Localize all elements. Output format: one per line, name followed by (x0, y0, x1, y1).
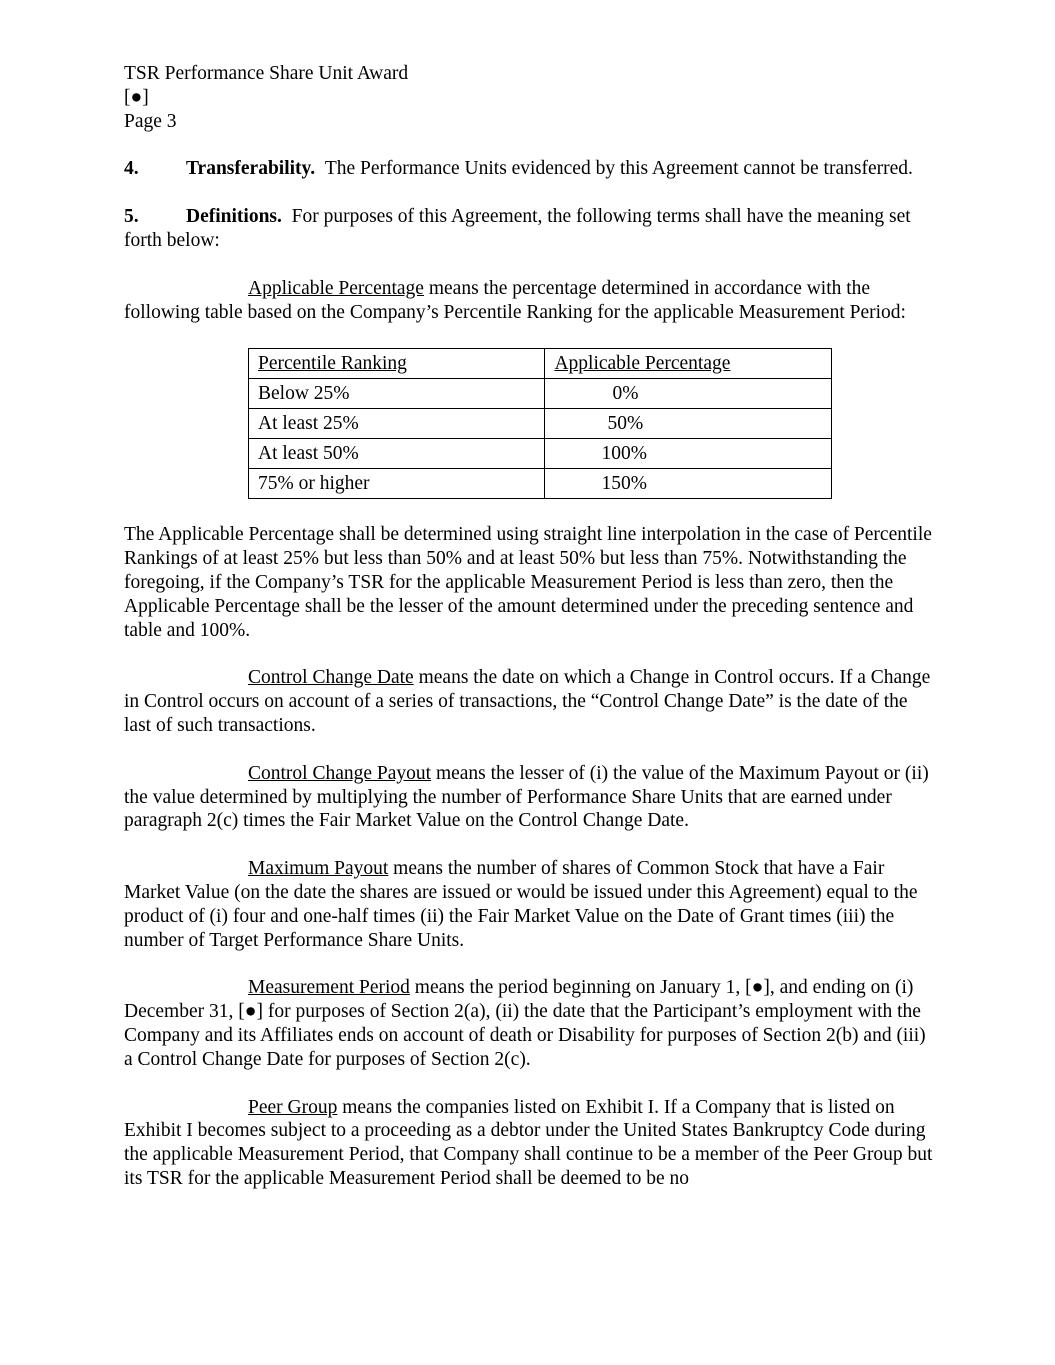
document-page (124, 62, 936, 1191)
applicable-percentage-table (248, 348, 832, 499)
definition-control-change-payout-text: means the lesser of (i) the value of the Maximum Payout or (ii) the value determined by multiplying the number of Performance Share Units that are earned under paragraph 2(c) times the Fair Market Value on the Control Change Date. (124, 762, 929, 832)
header-page-number: Page 3 (124, 110, 177, 132)
header-date-placeholder: [●] (124, 86, 149, 108)
definition-control-change-date (124, 666, 936, 737)
definition-maximum-payout-text: means the number of shares of Common Stock that have a Fair Market Value (on the date the shares are issued or would be issued under this Agreement) equal to the product of (i) four and one-half times (ii) the Fair Market Value on the Date of Grant times (iii) the number of Target Performance Share Units. (124, 858, 918, 951)
definition-maximum-payout (124, 857, 936, 952)
term-peer-group: Peer Group (248, 1096, 338, 1118)
interpolation-paragraph: The Applicable Percentage shall be determined using straight line interpolation in the case of Percentile Rankings of at least 25% but less than 50% and at least 50% but less than 75%. Notwithstanding the foregoing, if the Company’s TSR for the applicable Measurement Period is less than zero, then the Applicable Percentage shall be the lesser of the amount determined under the preceding sentence and table and 100%. (124, 524, 932, 641)
table-row (249, 469, 832, 499)
term-control-change-date: Control Change Date (248, 667, 414, 689)
table-row (249, 409, 832, 439)
definition-applicable-percentage-text: means the percentage determined in accordance with the following table based on the Company’s Percentile Ranking for the applicable Measurement Period: (124, 277, 906, 323)
section-5-definitions (124, 205, 936, 253)
section-5-text: For purposes of this Agreement, the following terms shall have the meaning set forth below: (124, 206, 911, 251)
table-cell-percentage: 0% (545, 379, 832, 409)
definition-applicable-percentage (124, 277, 936, 325)
table-header-cell: Percentile Ranking (249, 349, 545, 379)
table-header-row (249, 349, 832, 379)
table-header-cell: Applicable Percentage (545, 349, 832, 379)
table-cell-ranking: At least 25% (249, 409, 545, 439)
section-4-text: The Performance Units evidenced by this Agreement cannot be transferred. (324, 158, 913, 180)
term-control-change-payout: Control Change Payout (248, 762, 432, 784)
term-measurement-period: Measurement Period (248, 977, 410, 999)
table-cell-percentage: 150% (545, 469, 832, 499)
section-5-heading: Definitions. (186, 206, 282, 228)
section-5-number: 5. (124, 206, 139, 228)
table-cell-percentage: 100% (545, 439, 832, 469)
table-row (249, 379, 832, 409)
table-row (249, 439, 832, 469)
section-4-heading: Transferability. (186, 158, 316, 180)
definition-peer-group (124, 1096, 936, 1191)
definition-measurement-period-text: means the period beginning on January 1, [●], and ending on (i) December 31, [●] for purposes of Section 2(a), (ii) the date that the Participant’s employment with the Company and its Affiliates ends on account of death or Disability for purposes of Section 2(b) and (iii) a Control Change Date for purposes of Section 2(c). (124, 977, 926, 1070)
table-cell-percentage: 50% (545, 409, 832, 439)
definition-control-change-payout (124, 762, 936, 833)
definition-peer-group-text: means the companies listed on Exhibit I. If a Company that is listed on Exhibit I becomes subject to a proceeding as a debtor under the United States Bankruptcy Code during the applicable Measurement Period, that Company shall continue to be a member of the Peer Group but its TSR for the applicable Measurement Period shall be deemed to be no (124, 1096, 933, 1189)
definition-measurement-period (124, 976, 936, 1071)
table-cell-ranking: At least 50% (249, 439, 545, 469)
table-cell-ranking: 75% or higher (249, 469, 545, 499)
header-title: TSR Performance Share Unit Award (124, 63, 409, 84)
term-maximum-payout: Maximum Payout (248, 858, 389, 880)
section-4-number: 4. (124, 158, 139, 180)
page-header (124, 62, 936, 133)
term-applicable-percentage: Applicable Percentage (248, 277, 424, 299)
section-4-transferability (124, 157, 936, 181)
definition-control-change-date-text: means the date on which a Change in Control occurs. If a Change in Control occurs on account of a series of transactions, the “Control Change Date” is the date of the last of such transactions. (124, 667, 931, 736)
table-cell-ranking: Below 25% (249, 379, 545, 409)
